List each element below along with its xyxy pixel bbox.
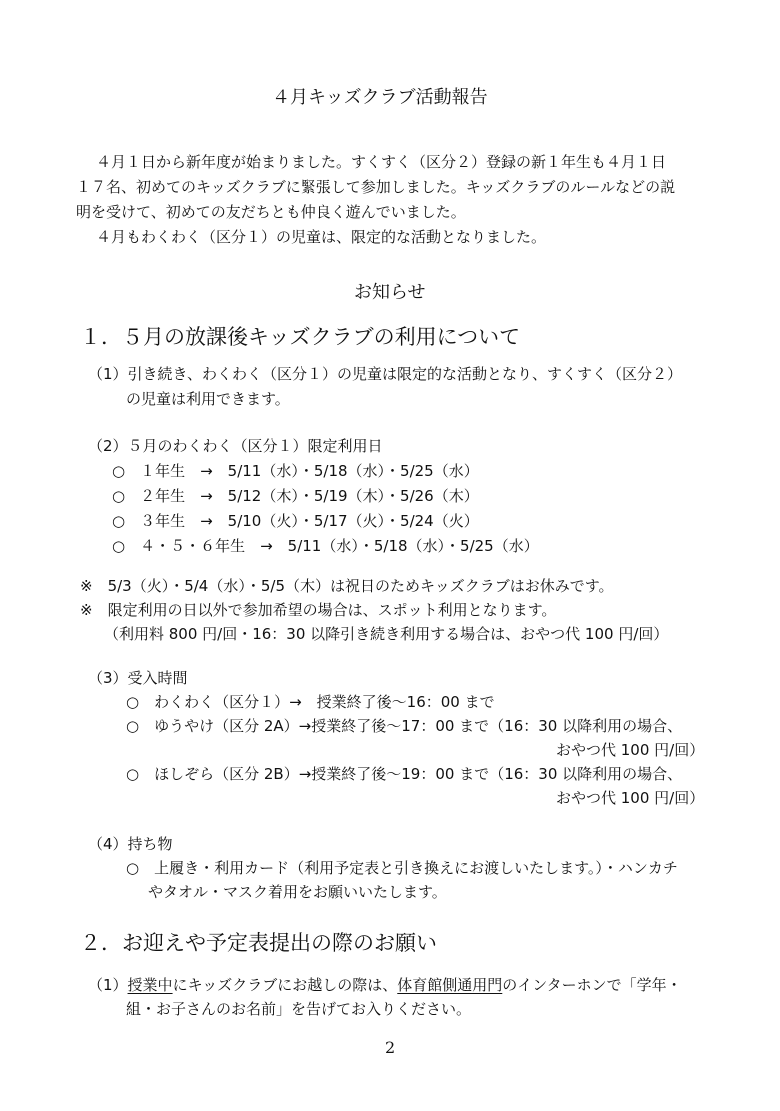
section1-heading: １．５月の放課後キッズクラブの利用について — [80, 325, 521, 349]
item3-row-5: おやつ代 100 円/回） — [556, 789, 705, 807]
section2-item1-line-2: 組・お子さんのお名前」を告げてお入りください。 — [126, 1000, 472, 1018]
note-2: ※ 限定利用の日以外で参加希望の場合は、スポット利用となります。 — [80, 601, 557, 619]
item3-row-2: ○ ゆうやけ（区分 2A）→授業終了後～17：00 まで（16：30 以降利用の場合、 — [126, 717, 683, 735]
item4-heading: （4）持ち物 — [88, 835, 173, 853]
item3-row-4: ○ ほしぞら（区分 2B）→授業終了後～19：00 まで（16：30 以降利用の場合、 — [126, 765, 683, 783]
item2-row-2: ○ ２年生 → 5/12（木）・5/19（木）・5/26（木） — [112, 487, 479, 505]
page-number: 2 — [385, 1038, 396, 1057]
item2-row-1: ○ １年生 → 5/11（水）・5/18（水）・5/25（水） — [112, 462, 479, 480]
underlined-gym-gate: 体育館側通用門 — [397, 976, 503, 994]
item1-line-1: （1）引き続き、わくわく（区分１）の児童は限定的な活動となり、すくすく（区分２） — [88, 365, 682, 383]
item1-suffix: のインターホンで「学年・ — [502, 976, 682, 994]
item2-row-4: ○ ４・５・６年生 → 5/11（水）・5/18（水）・5/25（水） — [112, 537, 539, 555]
underlined-during-class: 授業中 — [127, 976, 173, 994]
report-line-3: 明を受けて、初めての友だちとも仲良く遊んでいました。 — [76, 203, 466, 221]
item1-mid: にキッズクラブにお越しの際は、 — [172, 976, 398, 994]
note-1: ※ 5/3（火）・5/4（水）・5/5（木）は祝日のためキッズクラブはお休みです。 — [80, 577, 614, 595]
report-line-1: ４月１日から新年度が始まりました。すくすく（区分２）登録の新１年生も４月１日 — [96, 153, 667, 171]
section2-item1-line-1 — [88, 975, 682, 995]
item3-row-1: ○ わくわく（区分１）→ 授業終了後～16：00 まで — [126, 693, 495, 711]
notice-title: お知らせ — [354, 282, 426, 303]
report-line-2: １７名、初めてのキッズクラブに緊張して参加しました。キッズクラブのルールなどの説 — [76, 178, 676, 196]
report-title: ４月キッズクラブ活動報告 — [272, 87, 488, 108]
item2-row-3: ○ ３年生 → 5/10（火）・5/17（火）・5/24（火） — [112, 512, 479, 530]
item1-prefix: （1） — [88, 976, 128, 994]
item4-row-1: ○ 上履き・利用カード（利用予定表と引き換えにお渡しいたします。）・ハンカチ — [126, 859, 678, 877]
item3-row-3: おやつ代 100 円/回） — [556, 741, 705, 759]
item4-row-2: やタオル・マスク着用をお願いいたします。 — [148, 883, 447, 901]
item2-heading: （2）５月のわくわく（区分１）限定利用日 — [88, 437, 383, 455]
report-line-4: ４月もわくわく（区分１）の児童は、限定的な活動となりました。 — [96, 228, 547, 246]
item1-line-2: の児童は利用できます。 — [126, 390, 290, 408]
section2-heading: ２．お迎えや予定表提出の際のお願い — [80, 931, 437, 955]
item3-heading: （3）受入時間 — [88, 669, 188, 687]
note-3: （利用料 800 円/回・16：30 以降引き続き利用する場合は、おやつ代 100 円/回） — [104, 625, 669, 643]
